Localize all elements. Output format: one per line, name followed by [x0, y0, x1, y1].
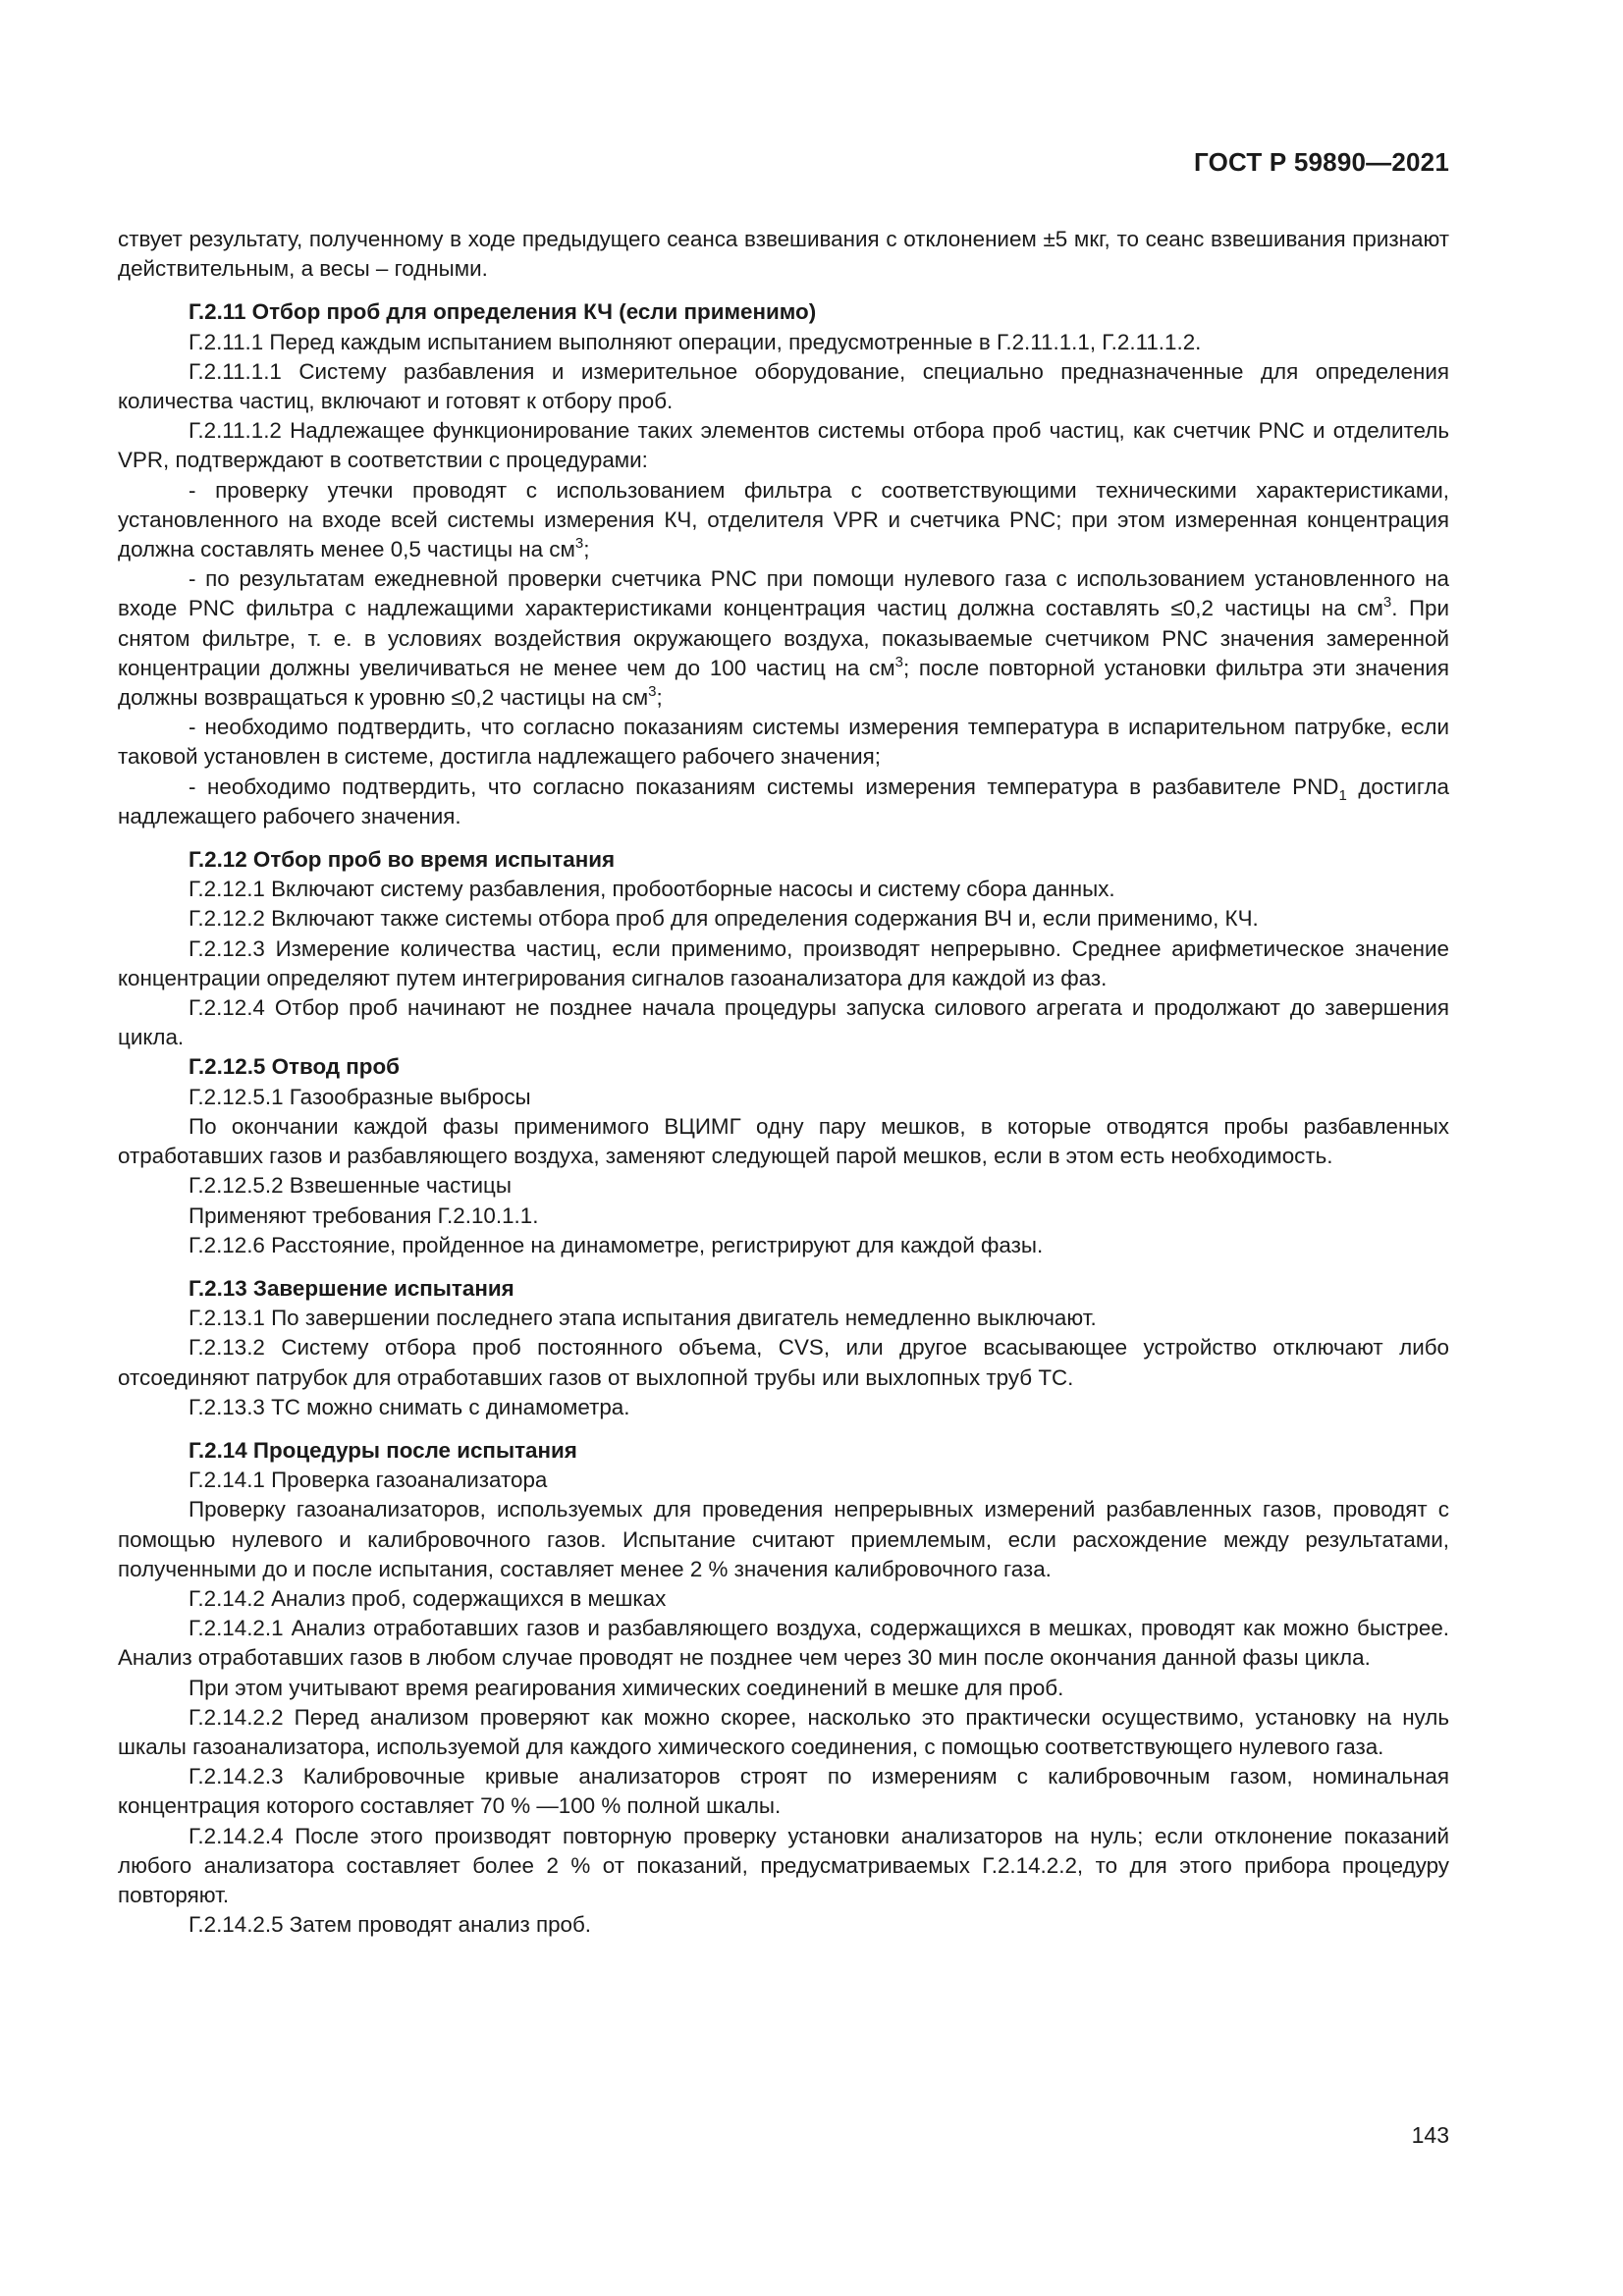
text-run: - необходимо подтвердить, что согласно показаниям системы измерения температура в разбавителе PND: [189, 774, 1339, 799]
section-heading: Г.2.12 Отбор проб во время испытания: [189, 847, 616, 873]
paragraph: Г.2.14.2.5 Затем проводят анализ проб.: [189, 1912, 592, 1938]
text-run: ;: [583, 537, 590, 562]
text-run: ;: [656, 685, 663, 711]
text-run: - проверку утечки проводят с использованием фильтра с соответствующими техническими характеристиками, установленного на входе всей системы измерения КЧ, отделителя VPR и счетчика PNC; при этом измеренная концентрация должна составлять менее 0,5 частицы на см: [118, 477, 1449, 562]
paragraph: Г.2.14.2.2 Перед анализом проверяют как можно скорее, насколько это практически осуществимо, установку на нуль шкалы газоанализатора, используемой для каждого химического соединения, с помощью соответствующего нулевого газа.: [118, 1704, 1449, 1759]
text-run: . При снятом фильтре, т. е. в условиях воздействия окружающего воздуха, показываемые счетчиком PNC значения замеренной концентрации должны увеличиваться не менее чем до 100 частиц на см: [118, 596, 1450, 680]
paragraph: Г.2.12.5.2 Взвешенные частицы: [189, 1173, 512, 1199]
paragraph: Г.2.14.2.4 После этого производят повторную проверку установки анализаторов на нуль; если отклонение показаний любого анализатора составляет более 2 % от показаний, предусматриваемых Г.2.14.2.2, то для этого прибора процедуру повторяют.: [118, 1823, 1449, 1907]
paragraph: Г.2.12.6 Расстояние, пройденное на динамометре, регистрируют для каждой фазы.: [189, 1232, 1044, 1257]
paragraph: [118, 476, 1449, 565]
superscript: 3: [648, 683, 657, 701]
section-heading: Г.2.14 Процедуры после испытания: [189, 1437, 577, 1463]
paragraph: - необходимо подтвердить, что согласно показаниям системы измерения температура в испарительном патрубке, если таковой установлен в системе, достигла надлежащего рабочего значения;: [118, 715, 1449, 770]
paragraph: Г.2.14.1 Проверка газоанализатора: [189, 1468, 548, 1493]
paragraph: Г.2.11.1 Перед каждым испытанием выполняют операции, предусмотренные в Г.2.11.1.1, Г.2.11.1.2.: [189, 329, 1202, 354]
paragraph: Г.2.14.2.3 Калибровочные кривые анализаторов строят по измерениям с калибровочным газом, номинальная концентрация которого составляет 70 % —100 % полной шкалы.: [118, 1764, 1449, 1819]
paragraph: Г.2.14.2 Анализ проб, содержащихся в мешках: [189, 1585, 667, 1611]
paragraph: Г.2.14.2.1 Анализ отработавших газов и разбавляющего воздуха, содержащихся в мешках, проводят как можно быстрее. Анализ отработавших газов в любом случае проводят не позднее чем через 30 мин после окончания данной фазы цикла.: [118, 1616, 1449, 1671]
paragraph: Г.2.13.1 По завершении последнего этапа испытания двигатель немедленно выключают.: [189, 1306, 1097, 1331]
superscript: 3: [1382, 594, 1392, 612]
paragraph: Г.2.12.4 Отбор проб начинают не позднее начала процедуры запуска силового агрегата и продолжают до завершения цикла.: [118, 995, 1449, 1050]
text-run: ; после повторной установки фильтра эти значения должны возвращаться к уровню ≤0,2 частицы на см: [118, 655, 1449, 711]
section-heading: Г.2.12.5 Отвод проб: [189, 1054, 400, 1080]
document-body: [118, 225, 1449, 1940]
paragraph: Г.2.12.5.1 Газообразные выбросы: [189, 1084, 531, 1109]
text-run: достигла надлежащего рабочего значения.: [118, 774, 1450, 828]
paragraph: [118, 773, 1449, 831]
paragraph: Г.2.12.1 Включают систему разбавления, пробоотборные насосы и систему сбора данных.: [189, 877, 1115, 902]
paragraph: Г.2.13.3 ТС можно снимать с динамометра.: [189, 1394, 630, 1419]
paragraph: Проверку газоанализаторов, используемых для проведения непрерывных измерений разбавленных газов, проводят с помощью нулевого и калибровочного газов. Испытание считают приемлемым, если расхождение между результатами, полученными до и после испытания, составляет менее 2 % значения калибровочного газа.: [118, 1497, 1449, 1581]
document-header: ГОСТ Р 59890—2021: [1194, 147, 1449, 177]
page-number: 143: [1411, 2122, 1449, 2148]
paragraph: Применяют требования Г.2.10.1.1.: [189, 1202, 539, 1228]
section-heading: Г.2.11 Отбор проб для определения КЧ (если применимо): [189, 299, 817, 325]
paragraph: По окончании каждой фазы применимого ВЦИМГ одну пару мешков, в которые отводятся пробы разбавленных отработавших газов и разбавляющего воздуха, заменяют следующей парой мешков, если в этом есть необходимость.: [118, 1113, 1449, 1169]
text-run: - по результатам ежедневной проверки счетчика PNC при помощи нулевого газа с использованием установленного на входе PNC фильтра с надлежащими характеристиками концентрация частиц должна составлять ≤0,2 частицы на см: [118, 566, 1449, 621]
paragraph: Г.2.11.1.2 Надлежащее функционирование таких элементов системы отбора проб частиц, как счетчик PNC и отделитель VPR, подтверждают в соответствии с процедурами:: [118, 418, 1449, 473]
paragraph: Г.2.12.3 Измерение количества частиц, если применимо, производят непрерывно. Среднее арифметическое значение концентрации определяют путем интегрирования сигналов газоанализатора для каждой из фаз.: [118, 935, 1449, 990]
subscript: 1: [1338, 786, 1347, 804]
paragraph: Г.2.13.2 Систему отбора проб постоянного объема, CVS, или другое всасывающее устройство отключают либо отсоединяют патрубок для отработавших газов от выхлопной трубы или выхлопных труб ТС.: [118, 1335, 1449, 1390]
paragraph: Г.2.11.1.1 Систему разбавления и измерительное оборудование, специально предназначенные для определения количества частиц, включают и готовят к отбору проб.: [118, 358, 1449, 414]
paragraph: При этом учитывают время реагирования химических соединений в мешке для проб.: [189, 1675, 1064, 1700]
paragraph: Г.2.12.2 Включают также системы отбора проб для определения содержания ВЧ и, если применимо, КЧ.: [189, 906, 1259, 932]
superscript: 3: [894, 653, 903, 670]
section-heading: Г.2.13 Завершение испытания: [189, 1275, 514, 1301]
paragraph: ствует результату, полученному в ходе предыдущего сеанса взвешивания с отклонением ±5 мкг, то сеанс взвешивания признают действительным, а весы – годными.: [118, 227, 1449, 282]
paragraph: [118, 564, 1449, 713]
superscript: 3: [574, 535, 584, 553]
